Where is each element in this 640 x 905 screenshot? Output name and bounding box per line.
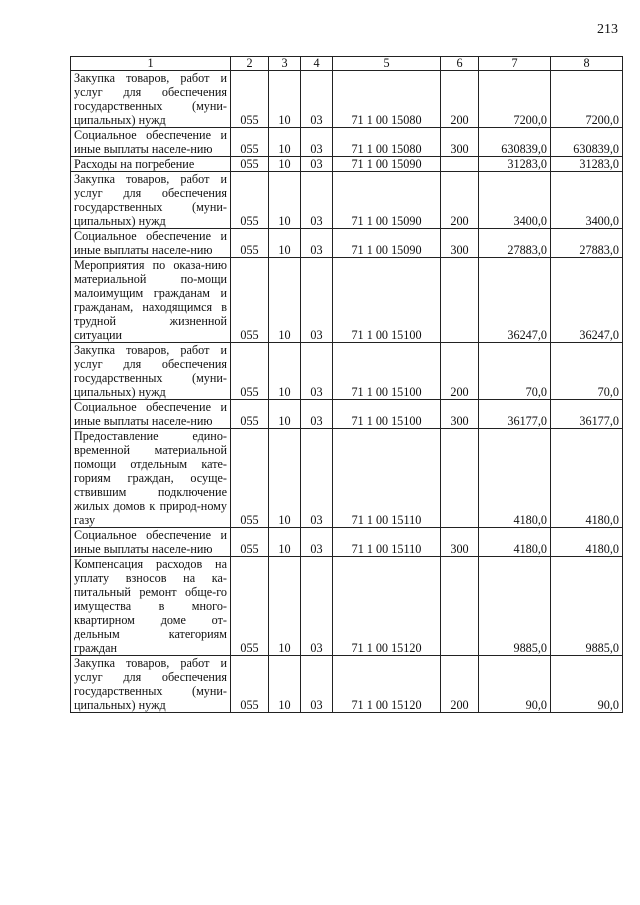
expense-type-cell: 300 <box>441 528 479 557</box>
subsection-code-cell: 03 <box>301 258 333 343</box>
section-code-cell: 10 <box>269 71 301 128</box>
table-row <box>71 528 623 557</box>
table-row <box>71 557 623 656</box>
page-number: 213 <box>597 22 618 37</box>
amount-cell: 90,0 <box>479 656 551 713</box>
table-row <box>71 157 623 172</box>
budget-table <box>70 56 623 713</box>
section-code-cell: 10 <box>269 656 301 713</box>
expense-type-cell <box>441 429 479 528</box>
subsection-code-cell: 03 <box>301 229 333 258</box>
ministry-code-cell: 055 <box>231 71 269 128</box>
ministry-code-cell: 055 <box>231 343 269 400</box>
target-code-cell: 71 1 00 15090 <box>333 172 441 229</box>
expense-type-cell <box>441 157 479 172</box>
row-name-cell: Компенсация расходов на уплату взносов на ка-питальный ремонт обще-го имущества в много-квартирном доме от-дельным категориям граждан <box>71 557 231 656</box>
section-code-cell: 10 <box>269 429 301 528</box>
amount-total-cell: 7200,0 <box>551 71 623 128</box>
section-code-cell: 10 <box>269 400 301 429</box>
ministry-code-cell: 055 <box>231 157 269 172</box>
ministry-code-cell: 055 <box>231 528 269 557</box>
subsection-code-cell: 03 <box>301 128 333 157</box>
section-code-cell: 10 <box>269 172 301 229</box>
amount-cell: 3400,0 <box>479 172 551 229</box>
ministry-code-cell: 055 <box>231 229 269 258</box>
expense-type-cell <box>441 258 479 343</box>
expense-type-cell: 300 <box>441 400 479 429</box>
ministry-code-cell: 055 <box>231 429 269 528</box>
table-row <box>71 128 623 157</box>
row-name-cell: Закупка товаров, работ и услуг для обеспечения государственных (муни-ципальных) нужд <box>71 71 231 128</box>
table-row <box>71 71 623 128</box>
row-name-cell: Социальное обеспечение и иные выплаты населе-нию <box>71 229 231 258</box>
ministry-code-cell: 055 <box>231 128 269 157</box>
subsection-code-cell: 03 <box>301 656 333 713</box>
expense-type-cell: 200 <box>441 656 479 713</box>
section-code-cell: 10 <box>269 343 301 400</box>
amount-total-cell: 36247,0 <box>551 258 623 343</box>
table-row <box>71 656 623 713</box>
target-code-cell: 71 1 00 15090 <box>333 229 441 258</box>
section-code-cell: 10 <box>269 528 301 557</box>
amount-cell: 9885,0 <box>479 557 551 656</box>
subsection-code-cell: 03 <box>301 343 333 400</box>
subsection-code-cell: 03 <box>301 557 333 656</box>
target-code-cell: 71 1 00 15120 <box>333 656 441 713</box>
amount-total-cell: 630839,0 <box>551 128 623 157</box>
target-code-cell: 71 1 00 15080 <box>333 128 441 157</box>
expense-type-cell: 200 <box>441 172 479 229</box>
amount-total-cell: 70,0 <box>551 343 623 400</box>
row-name-cell: Социальное обеспечение и иные выплаты населе-нию <box>71 400 231 429</box>
amount-cell: 36247,0 <box>479 258 551 343</box>
subsection-code-cell: 03 <box>301 429 333 528</box>
expense-type-cell <box>441 557 479 656</box>
header-cell-3: 3 <box>269 57 301 71</box>
table-row <box>71 172 623 229</box>
amount-cell: 630839,0 <box>479 128 551 157</box>
header-cell-8: 8 <box>551 57 623 71</box>
target-code-cell: 71 1 00 15110 <box>333 429 441 528</box>
amount-cell: 31283,0 <box>479 157 551 172</box>
target-code-cell: 71 1 00 15080 <box>333 71 441 128</box>
target-code-cell: 71 1 00 15110 <box>333 528 441 557</box>
amount-total-cell: 9885,0 <box>551 557 623 656</box>
row-name-cell: Закупка товаров, работ и услуг для обеспечения государственных (муни-ципальных) нужд <box>71 656 231 713</box>
section-code-cell: 10 <box>269 557 301 656</box>
amount-cell: 4180,0 <box>479 429 551 528</box>
target-code-cell: 71 1 00 15090 <box>333 157 441 172</box>
table-row <box>71 258 623 343</box>
amount-cell: 4180,0 <box>479 528 551 557</box>
subsection-code-cell: 03 <box>301 172 333 229</box>
amount-total-cell: 90,0 <box>551 656 623 713</box>
expense-type-cell: 200 <box>441 71 479 128</box>
amount-cell: 70,0 <box>479 343 551 400</box>
table-row <box>71 400 623 429</box>
header-cell-1: 1 <box>71 57 231 71</box>
expense-type-cell: 300 <box>441 229 479 258</box>
row-name-cell: Мероприятия по оказа-нию материальной по-мощи малоимущим гражданам и гражданам, находящимся в трудной жизненной ситуации <box>71 258 231 343</box>
row-name-cell: Социальное обеспечение и иные выплаты населе-нию <box>71 528 231 557</box>
amount-cell: 7200,0 <box>479 71 551 128</box>
target-code-cell: 71 1 00 15120 <box>333 557 441 656</box>
amount-total-cell: 4180,0 <box>551 429 623 528</box>
row-name-cell: Закупка товаров, работ и услуг для обеспечения государственных (муни-ципальных) нужд <box>71 172 231 229</box>
section-code-cell: 10 <box>269 128 301 157</box>
amount-cell: 36177,0 <box>479 400 551 429</box>
header-cell-4: 4 <box>301 57 333 71</box>
section-code-cell: 10 <box>269 258 301 343</box>
table-body <box>71 57 623 713</box>
subsection-code-cell: 03 <box>301 528 333 557</box>
target-code-cell: 71 1 00 15100 <box>333 258 441 343</box>
amount-total-cell: 36177,0 <box>551 400 623 429</box>
subsection-code-cell: 03 <box>301 400 333 429</box>
expense-type-cell: 200 <box>441 343 479 400</box>
table-row <box>71 429 623 528</box>
amount-cell: 27883,0 <box>479 229 551 258</box>
ministry-code-cell: 055 <box>231 656 269 713</box>
header-cell-6: 6 <box>441 57 479 71</box>
subsection-code-cell: 03 <box>301 71 333 128</box>
header-cell-2: 2 <box>231 57 269 71</box>
amount-total-cell: 3400,0 <box>551 172 623 229</box>
amount-total-cell: 31283,0 <box>551 157 623 172</box>
subsection-code-cell: 03 <box>301 157 333 172</box>
table-row <box>71 229 623 258</box>
section-code-cell: 10 <box>269 229 301 258</box>
amount-total-cell: 27883,0 <box>551 229 623 258</box>
row-name-cell: Расходы на погребение <box>71 157 231 172</box>
ministry-code-cell: 055 <box>231 258 269 343</box>
ministry-code-cell: 055 <box>231 172 269 229</box>
amount-total-cell: 4180,0 <box>551 528 623 557</box>
header-cell-7: 7 <box>479 57 551 71</box>
section-code-cell: 10 <box>269 157 301 172</box>
row-name-cell: Закупка товаров, работ и услуг для обеспечения государственных (муни-ципальных) нужд <box>71 343 231 400</box>
ministry-code-cell: 055 <box>231 400 269 429</box>
table-header-row <box>71 57 623 71</box>
target-code-cell: 71 1 00 15100 <box>333 400 441 429</box>
target-code-cell: 71 1 00 15100 <box>333 343 441 400</box>
row-name-cell: Социальное обеспечение и иные выплаты населе-нию <box>71 128 231 157</box>
ministry-code-cell: 055 <box>231 557 269 656</box>
table-row <box>71 343 623 400</box>
expense-type-cell: 300 <box>441 128 479 157</box>
row-name-cell: Предоставление едино-временной материальной помощи отдельным кате-гориям граждан, осуще-ствившим подключение жилых домов к природ-ному газу <box>71 429 231 528</box>
header-cell-5: 5 <box>333 57 441 71</box>
